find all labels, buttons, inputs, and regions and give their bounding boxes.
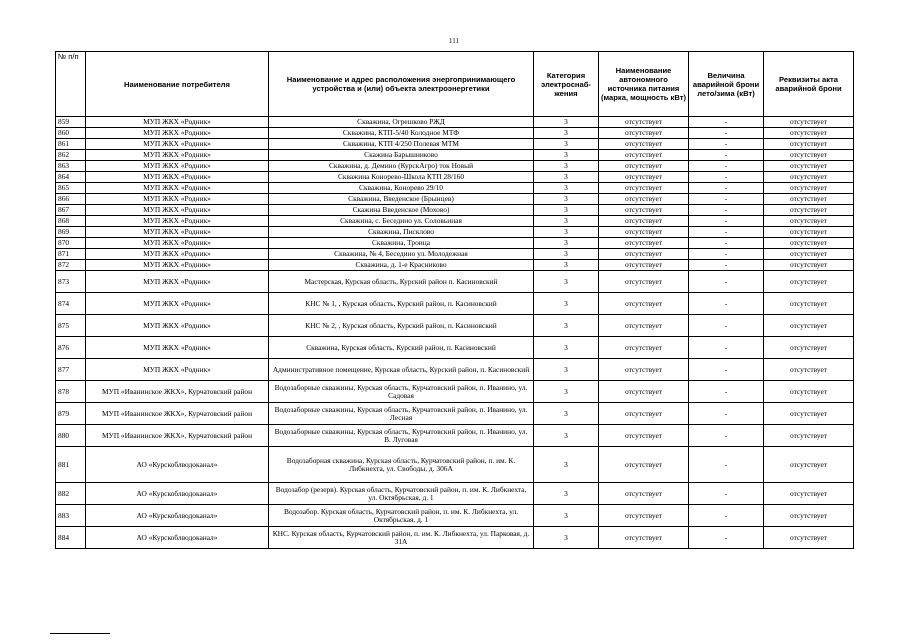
cell-act: отсутствует (764, 271, 854, 293)
table-row (56, 139, 854, 150)
cell-act: отсутствует (764, 150, 854, 161)
cell-act: отсутствует (764, 249, 854, 260)
cell-object: Скажина Барышниково (269, 150, 534, 161)
cell-autonomous: отсутствует (599, 425, 689, 447)
cell-consumer: МУП ЖКХ «Родник» (86, 238, 269, 249)
footer-divider (50, 633, 110, 634)
cell-reserve: - (689, 293, 764, 315)
cell-autonomous: отсутствует (599, 161, 689, 172)
cell-autonomous: отсутствует (599, 128, 689, 139)
cell-reserve: - (689, 315, 764, 337)
cell-object: Скважина, д. Демино (КурскАгро) ток Новый (269, 161, 534, 172)
cell-category: 3 (534, 117, 599, 128)
cell-num: 868 (56, 216, 86, 227)
table-row (56, 216, 854, 227)
cell-reserve: - (689, 139, 764, 150)
cell-autonomous: отсутствует (599, 315, 689, 337)
table-row (56, 194, 854, 205)
cell-num: 870 (56, 238, 86, 249)
cell-object: Скважина, с. Беседино ул. Соловьиная (269, 216, 534, 227)
cell-num: 872 (56, 260, 86, 271)
cell-autonomous: отсутствует (599, 293, 689, 315)
cell-num: 883 (56, 505, 86, 527)
cell-act: отсутствует (764, 205, 854, 216)
header-category: Категория электроснаб-жения (534, 52, 599, 117)
table-row (56, 172, 854, 183)
cell-object: Скажина Введенское (Мохово) (269, 205, 534, 216)
cell-autonomous: отсутствует (599, 260, 689, 271)
cell-reserve: - (689, 216, 764, 227)
cell-consumer: АО «Курскоблводоканал» (86, 505, 269, 527)
cell-consumer: МУП ЖКХ «Родник» (86, 260, 269, 271)
table-row (56, 128, 854, 139)
table-row (56, 293, 854, 315)
cell-consumer: МУП ЖКХ «Родник» (86, 117, 269, 128)
cell-reserve: - (689, 194, 764, 205)
cell-act: отсутствует (764, 403, 854, 425)
cell-object: Скважина, № 4, Беседино ул. Молодежная (269, 249, 534, 260)
cell-reserve: - (689, 403, 764, 425)
cell-num: 859 (56, 117, 86, 128)
emergency-reserve-table (55, 51, 854, 549)
cell-category: 3 (534, 249, 599, 260)
cell-consumer: МУП ЖКХ «Родник» (86, 205, 269, 216)
cell-consumer: МУП ЖКХ «Родник» (86, 315, 269, 337)
cell-consumer: МУП ЖКХ «Родник» (86, 293, 269, 315)
cell-autonomous: отсутствует (599, 381, 689, 403)
cell-category: 3 (534, 150, 599, 161)
table-row (56, 117, 854, 128)
table-row (56, 150, 854, 161)
cell-reserve: - (689, 183, 764, 194)
cell-category: 3 (534, 271, 599, 293)
cell-act: отсутствует (764, 425, 854, 447)
cell-object: Водозаборные скважины, Курская область, Курчатовский район, п. Иванино, ул. Садовая (269, 381, 534, 403)
table-row (56, 403, 854, 425)
cell-num: 880 (56, 425, 86, 447)
cell-object: КНС. Курская область, Курчатовский район, п. им. К. Либкнехта, ул. Парковая, д. 31А (269, 527, 534, 549)
cell-autonomous: отсутствует (599, 403, 689, 425)
cell-category: 3 (534, 505, 599, 527)
table-row (56, 183, 854, 194)
cell-category: 3 (534, 293, 599, 315)
cell-autonomous: отсутствует (599, 337, 689, 359)
cell-act: отсутствует (764, 293, 854, 315)
table-row (56, 337, 854, 359)
cell-reserve: - (689, 161, 764, 172)
cell-consumer: МУП ЖКХ «Родник» (86, 194, 269, 205)
table-row (56, 447, 854, 483)
cell-autonomous: отсутствует (599, 194, 689, 205)
cell-act: отсутствует (764, 337, 854, 359)
cell-autonomous: отсутствует (599, 183, 689, 194)
cell-autonomous: отсутствует (599, 527, 689, 549)
cell-category: 3 (534, 161, 599, 172)
cell-category: 3 (534, 205, 599, 216)
cell-object: КНС № 2, , Курская область, Курский район, п. Касиновский (269, 315, 534, 337)
cell-consumer: МУП «Иванинское ЖКХ», Курчатовский район (86, 381, 269, 403)
cell-category: 3 (534, 216, 599, 227)
cell-reserve: - (689, 425, 764, 447)
cell-reserve: - (689, 447, 764, 483)
cell-reserve: - (689, 227, 764, 238)
header-consumer: Наименование потребителя (86, 52, 269, 117)
table-row (56, 483, 854, 505)
cell-object: Водозабор. Курская область, Курчатовский район, п. им. К. Либкнехта, ул. Октябрьская, д. 1 (269, 505, 534, 527)
cell-category: 3 (534, 425, 599, 447)
cell-num: 881 (56, 447, 86, 483)
cell-reserve: - (689, 260, 764, 271)
cell-autonomous: отсутствует (599, 249, 689, 260)
cell-object: Скважина, КТП 4/250 Полевая МТМ (269, 139, 534, 150)
cell-reserve: - (689, 271, 764, 293)
cell-autonomous: отсутствует (599, 238, 689, 249)
cell-object: Скважина, Писклово (269, 227, 534, 238)
cell-category: 3 (534, 359, 599, 381)
cell-autonomous: отсутствует (599, 216, 689, 227)
cell-object: Скважина Конорево-Школа КТП 28/160 (269, 172, 534, 183)
cell-consumer: МУП ЖКХ «Родник» (86, 359, 269, 381)
table-row (56, 505, 854, 527)
cell-act: отсутствует (764, 260, 854, 271)
cell-consumer: МУП «Иванинское ЖКХ», Курчатовский район (86, 403, 269, 425)
header-act: Реквизиты акта аварийной брони (764, 52, 854, 117)
header-autonomous: Наименование автономного источника питания (марка, мощность кВт) (599, 52, 689, 117)
cell-autonomous: отсутствует (599, 227, 689, 238)
cell-num: 877 (56, 359, 86, 381)
cell-num: 875 (56, 315, 86, 337)
cell-reserve: - (689, 337, 764, 359)
cell-object: Водозабор (резерв). Курская область, Курчатовский район, п. им. К. Либкнехта, ул. Октябрьская, д. 1 (269, 483, 534, 505)
cell-object: Скважина, Курская область, Курский район, п. Касиновский (269, 337, 534, 359)
cell-act: отсутствует (764, 161, 854, 172)
cell-reserve: - (689, 172, 764, 183)
cell-num: 869 (56, 227, 86, 238)
header-object: Наименование и адрес расположения энергопринимающего устройства и (или) объекта электроэнергетики (269, 52, 534, 117)
cell-act: отсутствует (764, 183, 854, 194)
cell-reserve: - (689, 205, 764, 216)
table-row (56, 359, 854, 381)
cell-object: Скважина, Троица (269, 238, 534, 249)
cell-num: 864 (56, 172, 86, 183)
cell-num: 860 (56, 128, 86, 139)
cell-category: 3 (534, 139, 599, 150)
cell-reserve: - (689, 483, 764, 505)
cell-num: 863 (56, 161, 86, 172)
cell-num: 879 (56, 403, 86, 425)
table-body (56, 117, 854, 549)
table-row (56, 249, 854, 260)
cell-consumer: МУП ЖКХ «Родник» (86, 128, 269, 139)
cell-consumer: МУП «Иванинское ЖКХ», Курчатовский район (86, 425, 269, 447)
cell-object: Скважина, Огрешково РЖД (269, 117, 534, 128)
cell-reserve: - (689, 150, 764, 161)
table-row (56, 238, 854, 249)
cell-object: КНС № 1, , Курская область, Курский район, п. Касиновский (269, 293, 534, 315)
cell-consumer: МУП ЖКХ «Родник» (86, 139, 269, 150)
cell-autonomous: отсутствует (599, 205, 689, 216)
cell-reserve: - (689, 238, 764, 249)
cell-object: Скважина, д. 1-е Красниково (269, 260, 534, 271)
cell-category: 3 (534, 172, 599, 183)
cell-consumer: АО «Курскоблводоканал» (86, 527, 269, 549)
table-row (56, 260, 854, 271)
cell-act: отсутствует (764, 172, 854, 183)
cell-reserve: - (689, 128, 764, 139)
cell-num: 871 (56, 249, 86, 260)
cell-consumer: МУП ЖКХ «Родник» (86, 172, 269, 183)
cell-act: отсутствует (764, 227, 854, 238)
cell-act: отсутствует (764, 238, 854, 249)
cell-num: 873 (56, 271, 86, 293)
cell-autonomous: отсутствует (599, 150, 689, 161)
cell-reserve: - (689, 527, 764, 549)
cell-act: отсутствует (764, 447, 854, 483)
cell-num: 866 (56, 194, 86, 205)
cell-act: отсутствует (764, 128, 854, 139)
table-row (56, 227, 854, 238)
cell-category: 3 (534, 403, 599, 425)
cell-autonomous: отсутствует (599, 447, 689, 483)
header-reserve: Величина аварийной брони лето/зима (кВт) (689, 52, 764, 117)
cell-num: 867 (56, 205, 86, 216)
cell-consumer: МУП ЖКХ «Родник» (86, 227, 269, 238)
cell-object: Скважина, Введенское (Брынцев) (269, 194, 534, 205)
cell-object: Скважина, КТП-5/40 Колодное МТФ (269, 128, 534, 139)
cell-category: 3 (534, 194, 599, 205)
cell-reserve: - (689, 381, 764, 403)
cell-object: Водозаборные скважины, Курская область, Курчатовский район, п. Иванино, ул. Лесная (269, 403, 534, 425)
cell-category: 3 (534, 447, 599, 483)
cell-autonomous: отсутствует (599, 172, 689, 183)
cell-autonomous: отсутствует (599, 505, 689, 527)
cell-category: 3 (534, 381, 599, 403)
cell-num: 878 (56, 381, 86, 403)
cell-object: Водозаборная скважина, Курская область, Курчатовский район, п. им. К. Либкнехта, ул. Свободы, д. 306А (269, 447, 534, 483)
cell-act: отсутствует (764, 505, 854, 527)
cell-num: 884 (56, 527, 86, 549)
cell-object: Скважина, Конорево 29/10 (269, 183, 534, 194)
cell-category: 3 (534, 183, 599, 194)
cell-consumer: АО «Курскоблводоканал» (86, 483, 269, 505)
cell-consumer: МУП ЖКХ «Родник» (86, 150, 269, 161)
cell-reserve: - (689, 359, 764, 381)
cell-act: отсутствует (764, 359, 854, 381)
cell-reserve: - (689, 505, 764, 527)
cell-num: 865 (56, 183, 86, 194)
cell-category: 3 (534, 238, 599, 249)
cell-object: Мастерская, Курская область, Курский район п. Касиновский (269, 271, 534, 293)
cell-category: 3 (534, 315, 599, 337)
cell-act: отсутствует (764, 117, 854, 128)
header-num: № п/п (56, 52, 86, 117)
cell-category: 3 (534, 128, 599, 139)
cell-consumer: АО «Курскоблводоканал» (86, 447, 269, 483)
cell-num: 862 (56, 150, 86, 161)
cell-consumer: МУП ЖКХ «Родник» (86, 337, 269, 359)
cell-consumer: МУП ЖКХ «Родник» (86, 161, 269, 172)
cell-num: 874 (56, 293, 86, 315)
cell-act: отсутствует (764, 381, 854, 403)
cell-num: 876 (56, 337, 86, 359)
table-row (56, 271, 854, 293)
cell-category: 3 (534, 227, 599, 238)
cell-act: отсутствует (764, 139, 854, 150)
table-row (56, 381, 854, 403)
cell-act: отсутствует (764, 315, 854, 337)
cell-reserve: - (689, 249, 764, 260)
cell-act: отсутствует (764, 527, 854, 549)
cell-reserve: - (689, 117, 764, 128)
table-header-row (56, 52, 854, 117)
cell-category: 3 (534, 260, 599, 271)
cell-consumer: МУП ЖКХ «Родник» (86, 249, 269, 260)
cell-consumer: МУП ЖКХ «Родник» (86, 271, 269, 293)
cell-act: отсутствует (764, 216, 854, 227)
cell-category: 3 (534, 337, 599, 359)
cell-consumer: МУП ЖКХ «Родник» (86, 216, 269, 227)
cell-act: отсутствует (764, 483, 854, 505)
table-row (56, 315, 854, 337)
page-number: 111 (449, 37, 459, 45)
table-row (56, 205, 854, 216)
cell-object: Административное помещение, Курская область, Курский район, п. Касиновский (269, 359, 534, 381)
cell-num: 861 (56, 139, 86, 150)
cell-autonomous: отсутствует (599, 139, 689, 150)
table-row (56, 527, 854, 549)
cell-autonomous: отсутствует (599, 359, 689, 381)
cell-num: 882 (56, 483, 86, 505)
cell-consumer: МУП ЖКХ «Родник» (86, 183, 269, 194)
cell-object: Водозаборные скважины, Курская область, Курчатовский район, п. Иванино, ул. В. Луговая (269, 425, 534, 447)
cell-category: 3 (534, 483, 599, 505)
cell-autonomous: отсутствует (599, 483, 689, 505)
cell-autonomous: отсутствует (599, 271, 689, 293)
table-row (56, 425, 854, 447)
cell-act: отсутствует (764, 194, 854, 205)
table-row (56, 161, 854, 172)
cell-autonomous: отсутствует (599, 117, 689, 128)
cell-category: 3 (534, 527, 599, 549)
